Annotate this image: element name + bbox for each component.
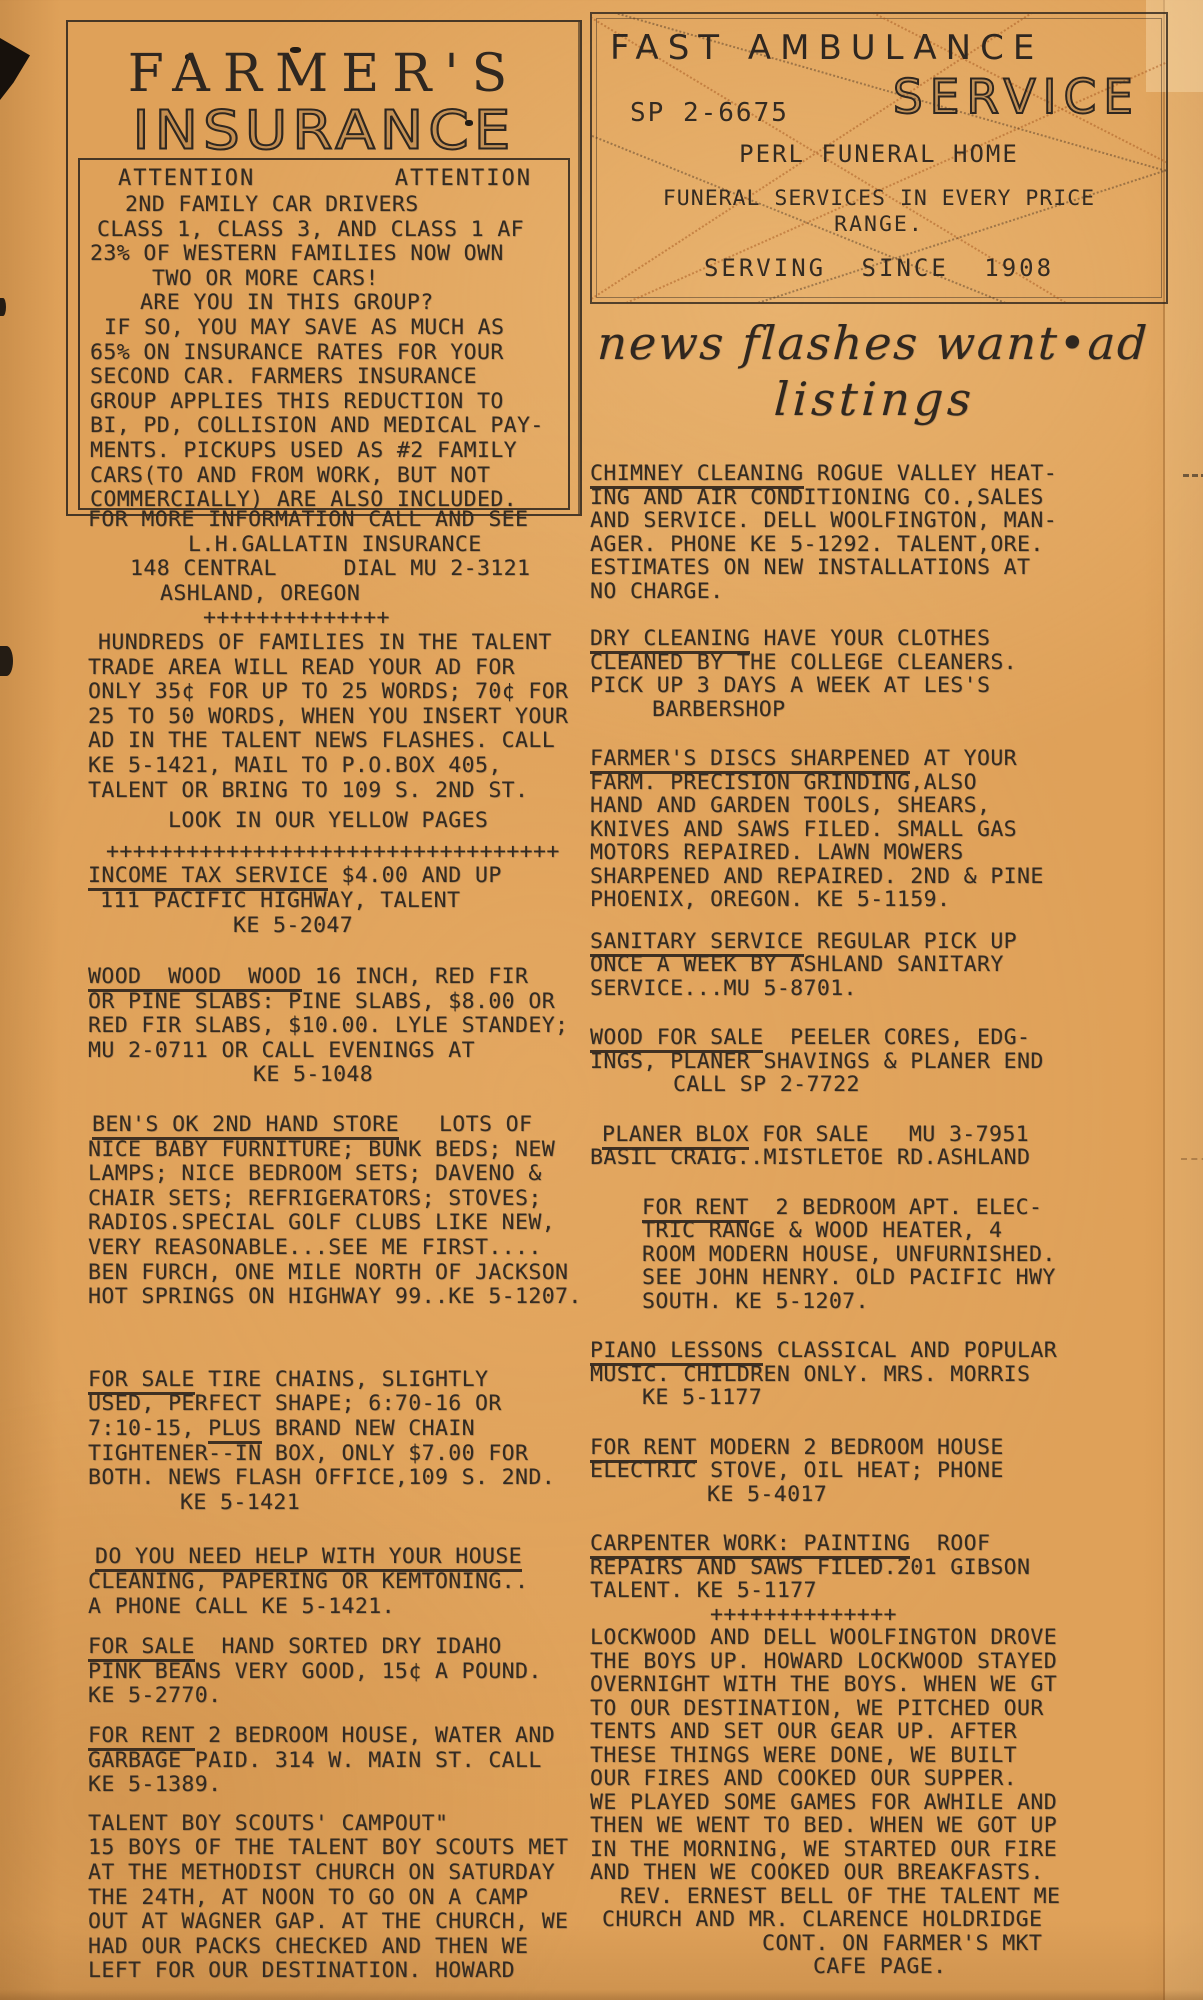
text-line: L.H.GALLATIN INSURANCE: [188, 531, 482, 557]
ad-section: [88, 809, 593, 834]
text-line: GROUP APPLIES THIS REDUCTION TO: [90, 388, 504, 414]
text-line: TENTS AND SET OUR GEAR UP. AFTER: [590, 1719, 1018, 1744]
paper-edge-mark: [0, 298, 6, 316]
text-line: SHARPENED AND REPAIRED. 2ND & PINE: [590, 863, 1044, 889]
ad-section: [590, 1026, 1175, 1097]
text-line: KE 5-1177: [642, 1385, 763, 1410]
paper-edge-mark: [0, 646, 13, 676]
text-line: AND SERVICE. DELL WOOLFINGTON, MAN-: [590, 508, 1058, 533]
text-line: AND THEN WE COOKED OUR BREAKFASTS.: [590, 1860, 1044, 1885]
text-line: CALL SP 2-7722: [673, 1072, 860, 1097]
ad-section: [88, 1545, 593, 1619]
text-line: 7:10-15, PLUS BRAND NEW CHAIN: [88, 1417, 593, 1442]
underlined-lead: WOOD FOR SALE: [590, 1025, 763, 1053]
text-line: THE BOYS UP. HOWARD LOCKWOOD STAYED: [590, 1648, 1058, 1674]
text-line: KE 5-1421, MAIL TO P.O.BOX 405,: [88, 752, 502, 778]
text-line: PICK UP 3 DAYS A WEEK AT LES'S: [590, 673, 991, 698]
ad-section: [590, 1532, 1175, 1603]
text-line: BOTH. NEWS FLASH OFFICE,109 S. 2ND.: [88, 1465, 556, 1491]
text-line: WOOD FOR SALE PEELER CORES, EDG-: [590, 1026, 1175, 1050]
text-line: TALENT. KE 5-1177: [590, 1578, 817, 1603]
text-line: KE 5-1421: [180, 1489, 301, 1515]
fast-ambulance-service-ad: [590, 12, 1168, 304]
text-line: SANITARY SERVICE REGULAR PICK UP: [590, 930, 1175, 954]
ad-section: [90, 193, 560, 513]
text-line: THEN WE WENT TO BED. WHEN WE GOT UP: [590, 1813, 1058, 1838]
ad-section: [88, 1113, 593, 1310]
underlined-lead: PLUS: [208, 1416, 261, 1444]
text-line: COMMERCIALLY) ARE ALSO INCLUDED.: [90, 487, 518, 513]
text-line: HOT SPRINGS ON HIGHWAY 99..KE 5-1207.: [88, 1284, 582, 1310]
underlined-lead: FARMER'S DISCS SHARPENED: [590, 746, 910, 774]
ambulance-tagline: FUNERAL SERVICES IN EVERY PRICE: [662, 186, 1096, 211]
text-line: 2ND FAMILY CAR DRIVERS: [125, 192, 419, 217]
page-bottom-shadow: [0, 1990, 1203, 2000]
text-line: BASIL CRAIG..MISTLETOE RD.ASHLAND: [590, 1146, 1175, 1170]
funeral-home-name: PERL FUNERAL HOME: [739, 140, 1019, 168]
ad-section: [88, 1368, 593, 1516]
text-line: PHOENIX, OREGON. KE 5-1159.: [590, 887, 951, 912]
text-line: HAD OUR PACKS CHECKED AND THEN WE: [88, 1933, 529, 1959]
text-line: RED FIR SLABS, $10.00. LYLE STANDEY;: [88, 1013, 569, 1039]
text-line: KNIVES AND SAWS FILED. SMALL GAS: [590, 816, 1018, 842]
text-line: TALENT OR BRING TO 109 S. 2ND ST.: [88, 777, 529, 803]
text-line: ONCE A WEEK BY ASHLAND SANITARY: [590, 952, 1004, 977]
underlined-lead: SANITARY SERVICE: [590, 929, 804, 957]
text-line: REV. ERNEST BELL OF THE TALENT ME: [620, 1883, 1061, 1909]
underlined-lead: CHIMNEY CLEANING: [590, 461, 804, 489]
text-line: 25 TO 50 WORDS, WHEN YOU INSERT YOUR: [88, 703, 569, 729]
text-line: NICE BABY FURNITURE; BUNK BEDS; NEW: [88, 1136, 556, 1162]
farmers-insurance-ad: [66, 20, 582, 516]
ad-section: [590, 1436, 1175, 1507]
text-line: OVERNIGHT WITH THE BOYS. WHEN WE GT: [590, 1672, 1058, 1697]
text-line: OR PINE SLABS: PINE SLABS, $8.00 OR: [88, 988, 556, 1014]
ad-section: [88, 864, 593, 938]
text-line: ONLY 35¢ FOR UP TO 25 WORDS; 70¢ FOR: [88, 679, 569, 705]
farmers-title: FARMER'S: [127, 44, 521, 104]
ad-section: [88, 1812, 593, 1984]
text-line: INCOME TAX SERVICE $4.00 AND UP: [88, 864, 593, 889]
ad-section: [88, 965, 593, 1088]
text-line: 23% OF WESTERN FAMILIES NOW OWN: [90, 241, 504, 267]
text-line: ROOM MODERN HOUSE, UNFURNISHED.: [642, 1241, 1056, 1267]
text-line: THESE THINGS WERE DONE, WE BUILT: [590, 1742, 1018, 1768]
underlined-lead: PLANER BLOX: [602, 1122, 749, 1150]
text-line: CHURCH AND MR. CLARENCE HOLDRIDGE: [602, 1907, 1043, 1932]
ad-section: [590, 1339, 1175, 1410]
text-line: ++++++++++++++: [203, 605, 390, 631]
text-line: THE 24TH, AT NOON TO GO ON A CAMP: [88, 1884, 529, 1910]
text-line: BARBERSHOP: [652, 696, 786, 722]
text-line: FOR SALE TIRE CHAINS, SLIGHTLY: [88, 1368, 593, 1393]
text-line: SEE JOHN HENRY. OLD PACIFIC HWY: [642, 1265, 1056, 1290]
text-line: SECOND CAR. FARMERS INSURANCE: [90, 364, 477, 390]
text-line: MUSIC. CHILDREN ONLY. MRS. MORRIS: [590, 1361, 1031, 1387]
text-line: NO CHARGE.: [590, 578, 724, 604]
want-ad-listings-heading: [593, 316, 1159, 426]
text-line: TRADE AREA WILL READ YOUR AD FOR: [88, 654, 516, 680]
ad-section: [590, 1123, 1175, 1170]
text-line: MOTORS REPAIRED. LAWN MOWERS: [590, 840, 964, 865]
underlined-lead: DO YOU NEED HELP WITH YOUR HOUSE: [95, 1544, 522, 1572]
text-line: BEN'S OK 2ND HAND STORE LOTS OF: [88, 1113, 593, 1138]
text-line: ING AND AIR CONDITIONING CO.,SALES: [590, 484, 1044, 510]
right-classifieds-column: [590, 462, 1175, 1979]
ambulance-name-line2: SERVICE: [892, 70, 1140, 125]
text-line: HAND AND GARDEN TOOLS, SHEARS,: [590, 793, 991, 818]
text-line: CLASS 1, CLASS 3, AND CLASS 1 AF: [97, 216, 525, 242]
text-line: BEN FURCH, ONE MILE NORTH OF JACKSON: [88, 1259, 569, 1285]
text-line: CLEANING, PAPERING OR KEMTONING..: [88, 1568, 529, 1594]
text-line: CONT. ON FARMER'S MKT: [762, 1930, 1043, 1956]
attention-row: [90, 164, 560, 193]
ambulance-name-line1: FAST AMBULANCE: [610, 28, 1044, 68]
text-line: FOR MORE INFORMATION CALL AND SEE: [88, 507, 529, 532]
text-line: MENTS. PICKUPS USED AS #2 FAMILY: [90, 437, 518, 463]
text-line: LOCKWOOD AND DELL WOOLFINGTON DROVE: [590, 1625, 1058, 1650]
text-line: TWO OR MORE CARS!: [152, 265, 379, 291]
text-line: CAFE PAGE.: [813, 1954, 947, 1979]
text-line: FARMER'S DISCS SHARPENED AT YOUR: [590, 747, 1175, 771]
ad-section: [590, 462, 1175, 603]
text-line: PIANO LESSONS CLASSICAL AND POPULAR: [590, 1339, 1175, 1363]
text-line: FARM. PRECISION GRINDING,ALSO: [590, 769, 977, 795]
text-line: PLANER BLOX FOR SALE MU 3-7951: [590, 1123, 1175, 1147]
ad-section: [590, 1196, 1175, 1314]
text-line: ++++++++++++++++++++++++++++++++++: [106, 838, 560, 864]
heading-line2: listings: [772, 372, 977, 426]
text-line: AD IN THE TALENT NEWS FLASHES. CALL: [88, 728, 556, 754]
torn-paper-corner: [0, 38, 30, 100]
text-line: WE PLAYED SOME GAMES FOR AWHILE AND: [590, 1789, 1058, 1815]
text-line: 15 BOYS OF THE TALENT BOY SCOUTS MET: [88, 1835, 569, 1861]
text-line: SERVICE...MU 5-8701.: [590, 975, 857, 1001]
attention-right-label: ATTENTION: [394, 166, 532, 191]
text-line: ARE YOU IN THIS GROUP?: [140, 290, 434, 316]
text-line: FOR RENT 2 BEDROOM APT. ELEC-: [590, 1196, 1175, 1220]
insurance-title: INSURANCE: [132, 98, 516, 162]
text-line: OUR FIRES AND COOKED OUR SUPPER.: [590, 1766, 1018, 1791]
text-line: DRY CLEANING HAVE YOUR CLOTHES: [590, 627, 1175, 651]
text-line: INGS, PLANER SHAVINGS & PLANER END: [590, 1048, 1044, 1074]
ad-section: [88, 1724, 593, 1798]
text-line: GARBAGE PAID. 314 W. MAIN ST. CALL: [88, 1747, 542, 1773]
text-line: FOR RENT MODERN 2 BEDROOM HOUSE: [590, 1436, 1175, 1460]
underlined-lead: FOR RENT: [590, 1435, 697, 1463]
underlined-lead: DRY CLEANING: [590, 626, 750, 654]
text-line: RADIOS.SPECIAL GOLF CLUBS LIKE NEW,: [88, 1210, 556, 1236]
text-line: TALENT BOY SCOUTS' CAMPOUT": [88, 1810, 449, 1836]
text-line: TRIC RANGE & WOOD HEATER, 4: [642, 1218, 1003, 1243]
underlined-lead: FOR RENT: [642, 1195, 749, 1223]
text-line: MU 2-0711 OR CALL EVENINGS AT: [88, 1037, 475, 1063]
text-line: ELECTRIC STOVE, OIL HEAT; PHONE: [590, 1458, 1004, 1483]
underlined-lead: PIANO LESSONS: [590, 1338, 763, 1366]
ad-section: [590, 627, 1175, 721]
heading-line1: news flashes want•ad: [596, 316, 1151, 370]
attention-left-label: ATTENTION: [118, 166, 256, 191]
text-line: 65% ON INSURANCE RATES FOR YOUR: [90, 339, 504, 365]
text-line: VERY REASONABLE...SEE ME FIRST....: [88, 1235, 542, 1261]
text-line: KE 5-4017: [707, 1481, 828, 1507]
underlined-lead: FOR SALE: [88, 1634, 195, 1662]
text-line: LOOK IN OUR YELLOW PAGES: [168, 808, 489, 834]
text-line: 111 PACIFIC HIGHWAY, TALENT: [100, 887, 461, 913]
text-line: PINK BEANS VERY GOOD, 15¢ A POUND.: [88, 1658, 542, 1684]
text-line: AGER. PHONE KE 5-1292. TALENT,ORE.: [590, 531, 1044, 557]
text-line: KE 5-1389.: [88, 1772, 222, 1798]
underlined-lead: FOR SALE: [88, 1367, 195, 1395]
text-line: TIGHTENER--IN BOX, ONLY $7.00 FOR: [88, 1440, 529, 1466]
ad-section: [88, 840, 593, 865]
text-line: [88, 1545, 593, 1570]
left-classifieds-column: [88, 508, 593, 1984]
underlined-lead: BEN'S OK 2ND HAND STORE: [92, 1112, 399, 1140]
text-line: ++++++++++++++: [710, 1601, 897, 1627]
text-line: CHIMNEY CLEANING ROGUE VALLEY HEAT-: [590, 462, 1175, 486]
text-line: A PHONE CALL KE 5-1421.: [88, 1593, 395, 1619]
text-line: KE 5-2047: [233, 912, 354, 938]
ad-section: [590, 1603, 1175, 1979]
text-line: TO OUR DESTINATION, WE PITCHED OUR: [590, 1695, 1044, 1721]
text-line: USED, PERFECT SHAPE; 6:70-16 OR: [88, 1391, 502, 1417]
ambulance-phone: SP 2-6675: [630, 98, 789, 128]
text-line: KE 5-2770.: [88, 1683, 222, 1709]
ambulance-tagline2: RANGE.: [834, 212, 924, 237]
text-line: ESTIMATES ON NEW INSTALLATIONS AT: [590, 555, 1031, 580]
underlined-lead: INCOME TAX SERVICE: [88, 863, 328, 891]
text-line: CARS(TO AND FROM WORK, BUT NOT: [90, 462, 491, 488]
text-line: CHAIR SETS; REFRIGERATORS; STOVES;: [88, 1185, 542, 1211]
text-line: IF SO, YOU MAY SAVE AS MUCH AS: [104, 314, 505, 340]
underlined-lead: WOOD WOOD WOOD: [88, 964, 302, 992]
insurance-ad-body-box: [78, 158, 570, 513]
text-line: CLEANED BY THE COLLEGE CLEANERS.: [590, 649, 1018, 675]
serving-since-line: SERVING SINCE 1908: [703, 254, 1055, 282]
text-line: REPAIRS AND SAWS FILED.201 GIBSON: [590, 1554, 1031, 1580]
ad-section: [590, 930, 1175, 1001]
ad-section: [88, 508, 593, 631]
text-line: KE 5-1048: [253, 1062, 374, 1088]
text-line: SOUTH. KE 5-1207.: [642, 1288, 869, 1314]
insurance-ad-copy: [90, 193, 560, 513]
text-line: IN THE MORNING, WE STARTED OUR FIRE: [590, 1836, 1058, 1862]
text-line: OUT AT WAGNER GAP. AT THE CHURCH, WE: [88, 1909, 569, 1935]
text-line: 148 CENTRAL DIAL MU 2-3121: [130, 556, 531, 582]
text-line: FOR SALE HAND SORTED DRY IDAHO: [88, 1635, 593, 1660]
text-line: LAMPS; NICE BEDROOM SETS; DAVENO &: [88, 1161, 542, 1187]
text-line: LEFT FOR OUR DESTINATION. HOWARD: [88, 1958, 516, 1984]
ad-section: [88, 1635, 593, 1709]
text-line: BI, PD, COLLISION AND MEDICAL PAY-: [90, 413, 544, 439]
text-line: WOOD WOOD WOOD 16 INCH, RED FIR: [88, 965, 593, 990]
ad-section: [590, 747, 1175, 912]
text-line: CARPENTER WORK: PAINTING ROOF: [590, 1532, 1175, 1556]
text-line: AT THE METHODIST CHURCH ON SATURDAY: [88, 1859, 556, 1885]
ad-section: [88, 631, 593, 803]
text-line: HUNDREDS OF FAMILIES IN THE TALENT: [98, 629, 552, 655]
underlined-lead: FOR RENT: [88, 1723, 195, 1751]
underlined-lead: CARPENTER WORK: PAINTING: [590, 1531, 910, 1559]
text-line: ASHLAND, OREGON: [160, 580, 361, 606]
text-line: FOR RENT 2 BEDROOM HOUSE, WATER AND: [88, 1724, 593, 1749]
